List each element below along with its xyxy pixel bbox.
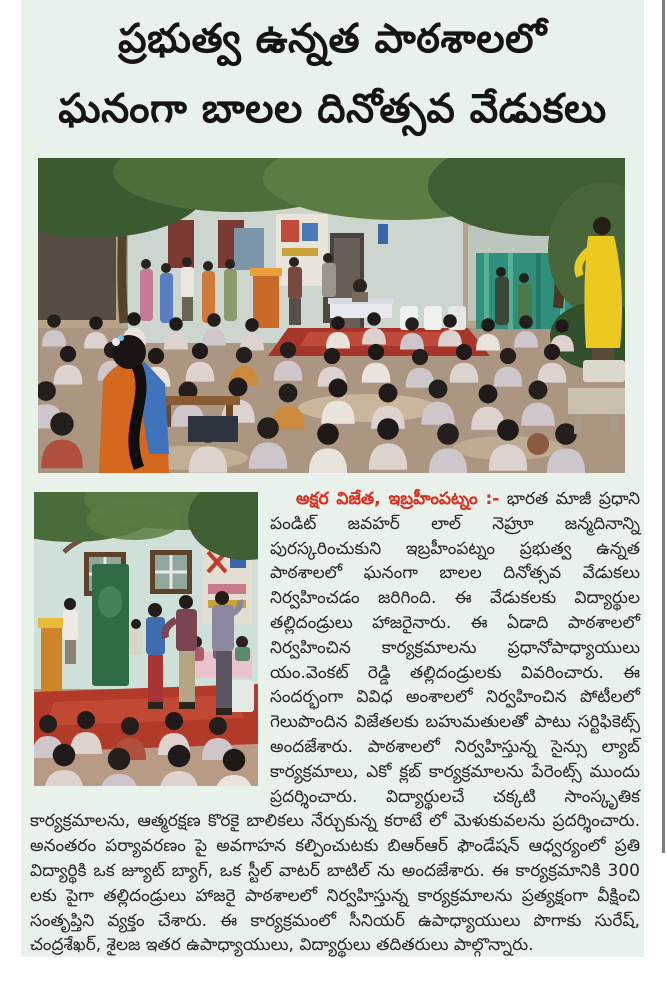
scan-edge-line: [662, 0, 665, 853]
inset-photo-art: [34, 492, 258, 786]
main-photo: [38, 158, 625, 473]
main-photo-art: [38, 158, 625, 473]
dateline: అక్షర విజేత, ఇబ్రహీంపట్నం :-: [296, 489, 500, 509]
headline-line-1: ప్రభుత్వ ఉన్నత పాఠశాలలో: [118, 16, 547, 62]
article-body: [30, 487, 640, 958]
green-standee: [92, 564, 129, 686]
article-headline: [21, 4, 644, 144]
headline-line-2: ఘనంగా బాలల దినోత్సవ వేడుకలు: [58, 86, 607, 132]
article-text: భారత మాజీ ప్రధాని పండిట్ జవహర్ లాల్ నెహ్రూ జన్మదినాన్ని పురస్కరించుకుని ఇబ్రహీంపట్నం ప్రభుత్వ ఉన్నత పాఠశాలలో ఘనంగా బాలల దినోత్సవ వేడుకలు నిర్వహించడం జరిగింది. ఈ వేడుకలకు విద్యార్థుల తల్లిదండ్రులు హాజరైనారు. ఈ ఏడాది పాఠశాలలో నిర్వహించిన కార్యక్రమాలను ప్రధానోపాధ్యాయులు యం.వెంకట్ రెడ్డి తల్లిదండ్రులకు వివరించారు. ఈ సందర్భంగా వివిధ అంశాలలో నిర్వహించిన పోటీలలో గెలుపొందిన విజేతలకు బహుమతులతో పాటు సర్టిఫికెట్స్ అందజేశారు. పాఠశాలలో నిర్వహిస్తున్న సైన్సు ల్యాబ్ కార్యక్రమాలు, ఎకో క్లబ్ కార్యక్రమాలను పేరెంట్స్ ముందు ప్రదర్శించారు. విద్యార్థులచే చక్కటి సాంస్కృతిక కార్యక్రమాలను, ఆత్మరక్షణ కొరకై బాలికలు నేర్చుకున్న కరాటే లో మెళుకువలను ప్రదర్శించారు. అనంతరం పర్యావరణం పై అవగాహన కల్పించుటకు బిఆర్ఆర్ ఫౌండేషన్ ఆధ్వర్యంలో ప్రతి విద్యార్థికి ఒక జ్యూట్ బ్యాగ్, ఒక స్టీల్ వాటర్ బాటిల్ ను అందజేశారు. ఈ కార్యక్రమానికి 300 లకు పైగా తల్లిదండ్రులు హాజరై పాఠశాలలో నిర్వహిస్తున్న కార్యక్రమాలను ప్రత్యక్షంగా వీక్షించి సంతృప్తిని వ్యక్తం చేశారు. ఈ కార్యక్రమంలో సీనియర్ ఉపాధ్యాయులు పొగాకు సురేష్, చంద్రశేఖర్, శైలజ ఇతర ఉపాధ్యాయులు, విద్యార్థులు తదితరులు పాల్గొన్నారు.: [30, 489, 641, 956]
inset-photo: [34, 492, 258, 786]
